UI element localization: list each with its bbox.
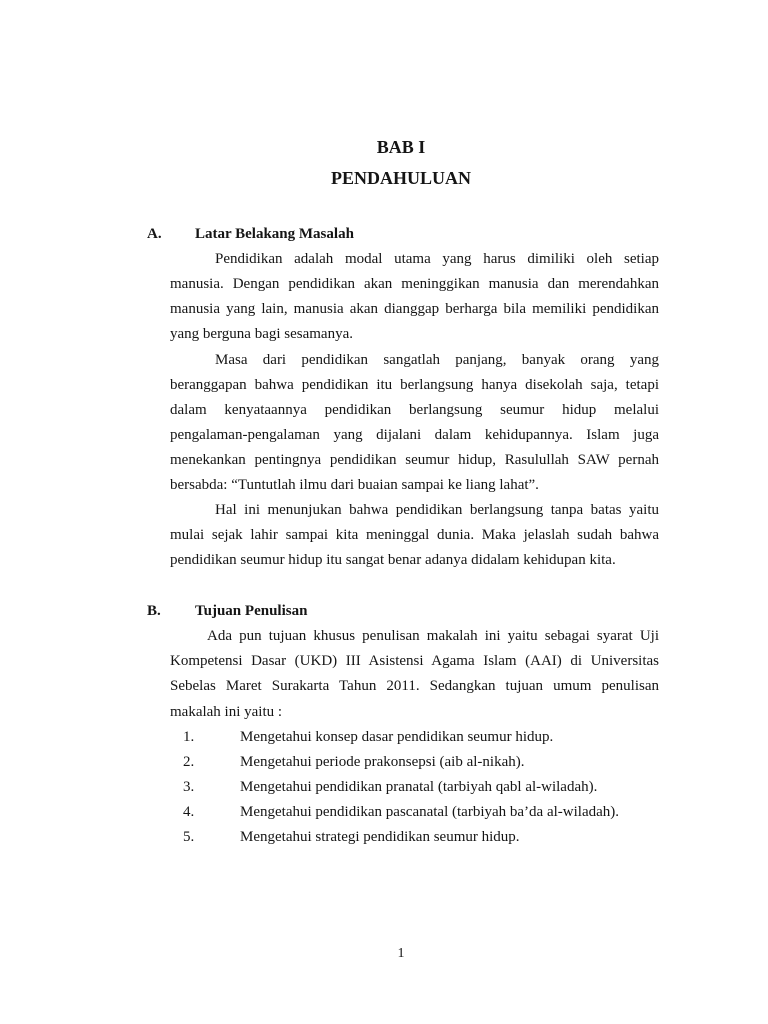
paragraph-line: Ada pun tujuan khusus penulisan makalah ini yaitu sebagai syarat Uji — [207, 628, 659, 644]
paragraph-line: Hal ini menunjukan bahwa pendidikan berlangsung tanpa batas yaitu — [215, 502, 659, 518]
paragraph-line: bersabda: “Tuntutlah ilmu dari buaian sampai ke liang lahat”. — [170, 477, 539, 493]
paragraph-line: beranggapan bahwa pendidikan itu berlangsung hanya disekolah saja, tetapi — [170, 377, 659, 393]
paragraph-line: Masa dari pendidikan sangatlah panjang, banyak orang yang — [215, 352, 659, 368]
paragraph-line: pengalaman-pengalaman yang dijalani dalam kehidupannya. Islam juga — [170, 427, 659, 443]
section-b-label: B. — [147, 603, 161, 619]
list-item-number: 3. — [183, 779, 195, 795]
list-item-text: Mengetahui periode prakonsepsi (aib al-nikah). — [240, 754, 525, 770]
list-item-text: Mengetahui pendidikan pranatal (tarbiyah qabl al-wiladah). — [240, 779, 598, 795]
chapter-title: PENDAHULUAN — [330, 168, 471, 188]
paragraph-line: pendidikan seumur hidup itu sangat benar adanya didalam kehidupan kita. — [170, 552, 616, 568]
paragraph-line: dalam kenyataannya pendidikan berlangsung seumur hidup melalui — [170, 402, 659, 418]
paragraph-line: Kompetensi Dasar (UKD) III Asistensi Agama Islam (AAI) di Universitas — [170, 653, 659, 669]
page-number: 1 — [397, 946, 405, 961]
paragraph-line: manusia. Dengan pendidikan akan meninggikan manusia dan merendahkan — [170, 276, 659, 292]
list-item-text: Mengetahui strategi pendidikan seumur hidup. — [240, 829, 520, 845]
paragraph-line: yang berguna bagi sesamanya. — [170, 326, 353, 342]
paragraph-line: menekankan pentingnya pendidikan seumur hidup, Rasulullah SAW pernah — [170, 452, 659, 468]
chapter-number: BAB I — [376, 137, 426, 157]
paragraph-line: mulai sejak lahir sampai kita meninggal dunia. Maka jelaslah sudah bahwa — [170, 527, 659, 543]
section-a-label: A. — [147, 226, 162, 242]
paragraph-line: Pendidikan adalah modal utama yang harus dimiliki oleh setiap — [215, 251, 659, 267]
list-item-number: 1. — [183, 729, 195, 745]
list-item-text: Mengetahui konsep dasar pendidikan seumur hidup. — [240, 729, 554, 745]
paragraph-line: Sebelas Maret Surakarta Tahun 2011. Sedangkan tujuan umum penulisan — [170, 678, 659, 694]
paragraph-line: makalah ini yaitu : — [170, 704, 283, 720]
list-item-number: 4. — [183, 804, 195, 820]
section-a-heading: Latar Belakang Masalah — [195, 226, 354, 242]
paragraph-line: manusia yang lain, manusia akan dianggap berharga bila memiliki pendidikan — [170, 301, 659, 317]
list-item-number: 5. — [183, 829, 195, 845]
list-item-number: 2. — [183, 754, 195, 770]
section-b-heading: Tujuan Penulisan — [195, 603, 308, 619]
list-item-text: Mengetahui pendidikan pascanatal (tarbiyah ba’da al-wiladah). — [240, 804, 620, 820]
